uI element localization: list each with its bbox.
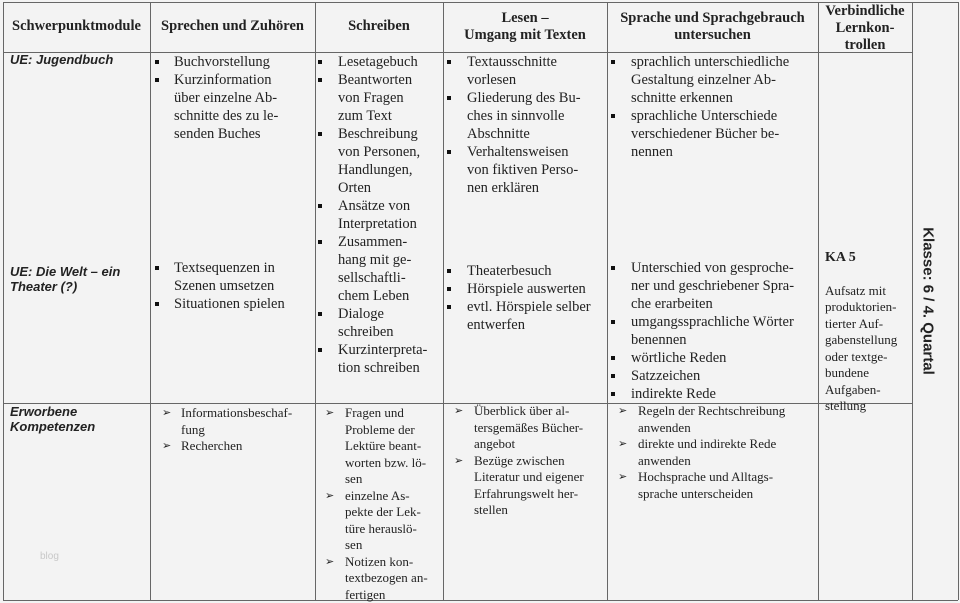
lesen-welt-list bbox=[467, 262, 591, 334]
sprache-jugendbuch-list bbox=[631, 53, 789, 161]
list-item: Hörspiele auswerten bbox=[467, 280, 591, 298]
list-item: Situationen spielen bbox=[174, 296, 285, 312]
list-item: Verhaltensweisen von fiktiven Perso- nen erklären bbox=[467, 143, 581, 197]
list-item: Lesetagebuch bbox=[338, 53, 427, 71]
list-item: Beschreibung von Personen, Handlungen, Orten bbox=[338, 125, 427, 197]
lesen-jugendbuch-list bbox=[467, 53, 581, 197]
header-schreiben: Schreiben bbox=[348, 18, 410, 34]
col-border bbox=[818, 2, 819, 600]
col-border bbox=[150, 2, 151, 600]
sprechen-jugendbuch-list bbox=[174, 53, 278, 143]
sprache-welt-list bbox=[631, 259, 794, 403]
list-item: ➢ Notizen kon- textbezogen an- fertigen bbox=[345, 554, 428, 603]
list-item: ➢ Informationsbeschaf- fung bbox=[181, 405, 292, 438]
table-bottom-border bbox=[3, 600, 958, 601]
list-item: Unterschied von gesproche- ner und geschriebener Spra- che erarbeiten bbox=[631, 260, 795, 312]
col-border bbox=[607, 2, 608, 600]
module-kompetenzen: Erworbene Kompetenzen bbox=[10, 404, 96, 434]
col-border bbox=[958, 2, 959, 600]
schreiben-list bbox=[338, 53, 427, 377]
schreiben-kompetenzen-list bbox=[345, 405, 428, 603]
lernkontrolle-cell bbox=[825, 233, 897, 431]
list-item: Textausschnitte vorlesen bbox=[467, 53, 581, 89]
module-welt-theater: UE: Die Welt – ein Theater (?) bbox=[10, 264, 121, 294]
list-item: sprachliche Unterschiede verschiedener Bücher be- nennen bbox=[631, 107, 789, 161]
list-item: Zusammen- hang mit ge- sellschaftli- chem Leben bbox=[338, 233, 427, 305]
col-border bbox=[443, 2, 444, 600]
list-item: wörtliche Reden bbox=[631, 349, 794, 367]
list-item: indirekte Rede bbox=[631, 385, 794, 403]
list-item: Ansätze von Interpretation bbox=[338, 197, 427, 233]
list-item: umgangssprachliche Wörter benennen bbox=[631, 314, 794, 348]
list-item: Gliederung des Bu- ches in sinnvolle Abschnitte bbox=[467, 90, 581, 142]
list-item: ➢ Bezüge zwischen Literatur und eigener Erfahrungswelt her- stellen bbox=[474, 453, 584, 519]
sprache-kompetenzen-list bbox=[638, 403, 785, 502]
header-sprache: Sprache und Sprachgebrauch untersuchen bbox=[620, 10, 805, 43]
list-item: ➢ Recherchen bbox=[181, 438, 292, 455]
header-sprechen: Sprechen und Zuhören bbox=[161, 18, 304, 34]
module-jugendbuch: UE: Jugendbuch bbox=[10, 52, 114, 67]
lernkontrolle-title: KA 5 bbox=[825, 249, 856, 265]
list-item: sprachlich unterschiedliche Gestaltung einzelner Ab- schnitte erkennen bbox=[631, 54, 790, 106]
table-top-border bbox=[3, 2, 958, 3]
col-border bbox=[3, 2, 4, 600]
list-item: evtl. Hörspiele selber entwerfen bbox=[467, 299, 591, 333]
list-item: Kurzinformation über einzelne Ab- schnitte des zu le- senden Buches bbox=[174, 72, 279, 142]
sprechen-kompetenzen-list bbox=[181, 405, 292, 455]
list-item: ➢ Hochsprache und Alltags- sprache unterscheiden bbox=[638, 469, 785, 502]
list-item: ➢ Regeln der Rechtschreibung anwenden bbox=[638, 403, 785, 436]
list-item: ➢ einzelne As- pekte der Lek- türe herauslö- sen bbox=[345, 488, 428, 554]
list-item: Dialoge schreiben bbox=[338, 305, 427, 341]
header-schwerpunktmodule: Schwerpunktmodule bbox=[12, 18, 141, 34]
list-item: ➢ Fragen und Probleme der Lektüre beant- worten bzw. lö- sen bbox=[345, 405, 428, 488]
watermark: blog bbox=[40, 551, 59, 562]
list-item: ➢ direkte und indirekte Rede anwenden bbox=[638, 436, 785, 469]
list-item: ➢ Überblick über al- tersgemäßes Bücher- angebot bbox=[474, 403, 584, 453]
class-quarter-label: Klasse: 6 / 4. Quartal bbox=[919, 227, 937, 375]
header-lernkontrollen: Verbindliche Lernkon- trollen bbox=[825, 3, 905, 53]
header-lesen: Lesen – Umgang mit Texten bbox=[464, 10, 586, 43]
lesen-kompetenzen-list bbox=[474, 403, 584, 519]
col-border bbox=[315, 2, 316, 600]
list-item: Satzzeichen bbox=[631, 367, 794, 385]
lernkontrolle-text: Aufsatz mit produktorien- tierter Auf- gabenstellung oder textge- bundene Aufgaben- stellung bbox=[825, 282, 898, 413]
list-item: Textsequenzen in Szenen umsetzen bbox=[174, 259, 285, 295]
sprechen-welt-list bbox=[174, 259, 285, 313]
list-item: Buchvorstellung bbox=[174, 53, 278, 71]
col-border bbox=[912, 2, 913, 600]
list-item: Kurzinterpreta- tion schreiben bbox=[338, 342, 428, 376]
list-item: Beantworten von Fragen zum Text bbox=[338, 71, 427, 125]
list-item: Theaterbesuch bbox=[467, 262, 591, 280]
